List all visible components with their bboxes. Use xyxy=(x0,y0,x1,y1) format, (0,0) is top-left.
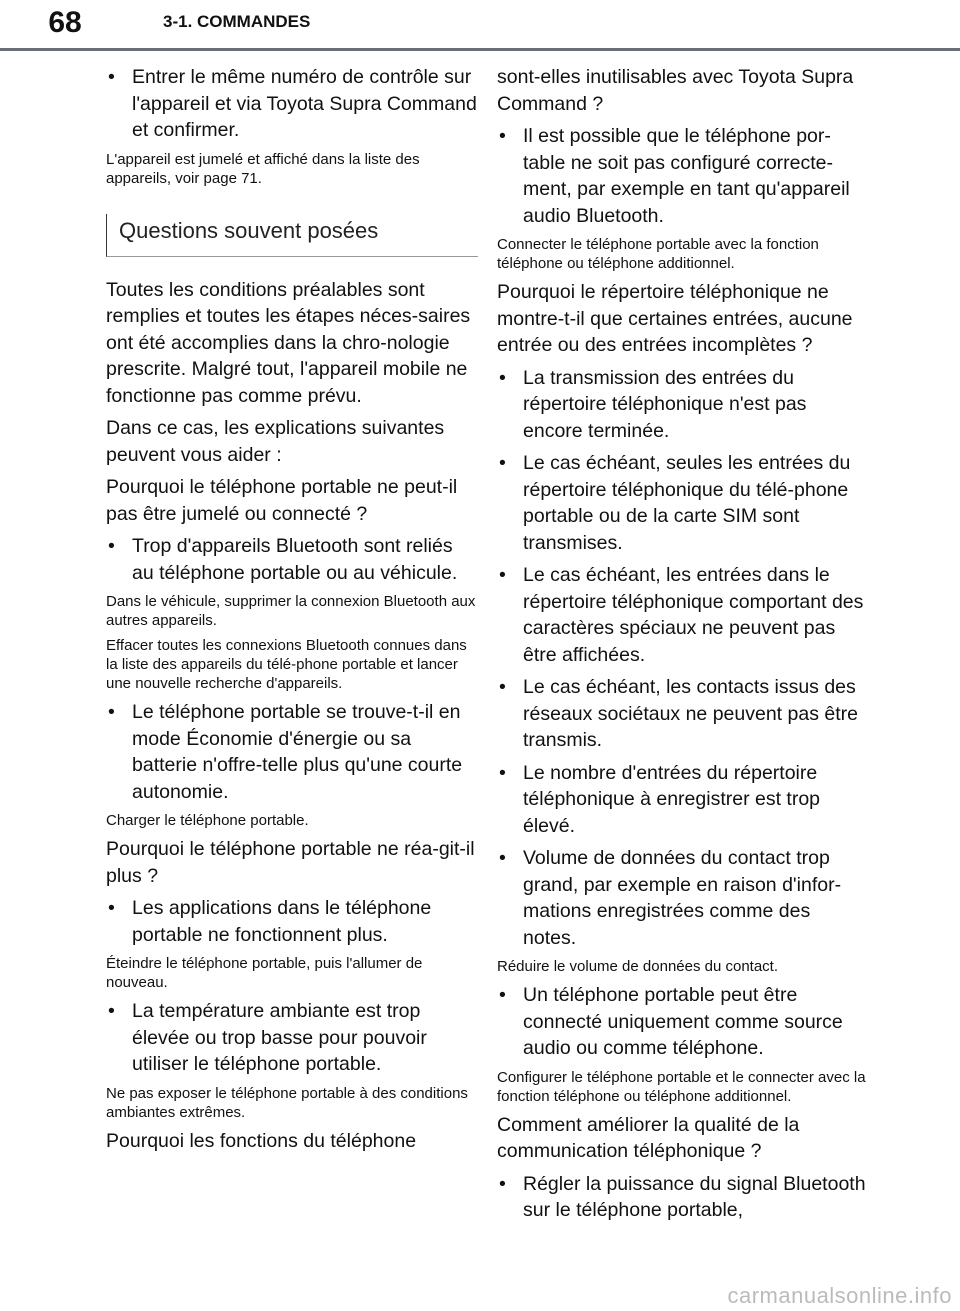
note-reduce-contact: Réduire le volume de données du contact. xyxy=(497,958,779,975)
note-charge-phone: Charger le téléphone portable. xyxy=(106,812,309,829)
bullet-contact-too-large: • Volume de données du contact trop grand, par exemple en raison d'infor-mations enregistrées comme des notes. xyxy=(497,845,867,951)
intro-paragraph: Toutes les conditions préalables sont remplies et toutes les étapes néces-saires ont été accomplies dans la chro-nologie prescrite. Malgré tout, l'appareil mobile ne fonctionne pas comme prévu. xyxy=(106,278,471,407)
faq-heading-box xyxy=(106,214,478,257)
bullet-social-contacts: • Le cas échéant, les contacts issus des réseaux sociétaux ne peuvent pas être transmis. xyxy=(497,674,867,754)
header-rule xyxy=(0,48,960,51)
question-phonebook: Pourquoi le répertoire téléphonique ne montre-t-il que certaines entrées, aucune entrée ou des entrées incomplètes ? xyxy=(497,281,853,356)
bullet-energy-saving: • Le téléphone portable se trouve-t-il en mode Économie d'énergie ou sa batterie n'offre-telle plus qu'une courte autonomie. xyxy=(106,699,478,805)
note-connect-phone: Connecter le téléphone portable avec la fonction téléphone ou téléphone additionnel. xyxy=(497,236,819,272)
bullet-apps-not-working: • Les applications dans le téléphone portable ne fonctionnent plus. xyxy=(106,895,478,948)
intro-paragraph-2: Dans ce cas, les explications suivantes peuvent vous aider : xyxy=(106,417,445,466)
bullet-special-characters: • Le cas échéant, les entrées dans le répertoire téléphonique comportant des caractères spéciaux ne peuvent pas être affichées. xyxy=(497,562,867,668)
intro-note: L'appareil est jumelé et affiché dans la liste des appareils, voir page 71. xyxy=(106,150,420,187)
bullet-audio-or-phone: • Un téléphone portable peut être connecté uniquement comme source audio ou comme téléphone. xyxy=(497,982,867,1062)
question-not-responding: Pourquoi le téléphone portable ne réa-git-il plus ? xyxy=(106,838,475,887)
faq-heading: Questions souvent posées xyxy=(119,217,379,243)
question-pairing: Pourquoi le téléphone portable ne peut-il pas être jumelé ou connecté ? xyxy=(106,476,458,525)
watermark: carmanualsonline.info xyxy=(727,1283,952,1308)
question-call-quality: Comment améliorer la qualité de la communication téléphonique ? xyxy=(497,1113,800,1162)
note-clear-connections: Effacer toutes les connexions Bluetooth connues dans la liste des appareils du télé-phone portable et lancer une nouvelle recherche d'appareils. xyxy=(106,637,467,692)
note-configure-phone: Configurer le téléphone portable et le connecter avec la fonction téléphone ou téléphone additionnel. xyxy=(497,1068,866,1105)
bullet-too-many-entries: • Le nombre d'entrées du répertoire téléphonique à enregistrer est trop élevé. xyxy=(497,760,867,840)
bullet-too-many-devices: • Trop d'appareils Bluetooth sont reliés au téléphone portable ou au véhicule. xyxy=(106,533,478,586)
page-header xyxy=(0,0,960,52)
bullet-temperature: • La température ambiante est trop élevée ou trop basse pour pouvoir utiliser le téléphone portable. xyxy=(106,998,478,1078)
note-avoid-extremes: Ne pas exposer le téléphone portable à des conditions ambiantes extrêmes. xyxy=(106,1084,468,1121)
bullet-transfer-incomplete: • La transmission des entrées du répertoire téléphonique n'est pas encore terminée. xyxy=(497,365,867,445)
page-number: 68 xyxy=(48,6,82,39)
intro-bullet: • Entrer le même numéro de contrôle sur l'appareil et via Toyota Supra Command et confirmer. xyxy=(106,64,478,144)
note-remove-connection: Dans le véhicule, supprimer la connexion Bluetooth aux autres appareils. xyxy=(106,593,476,629)
bullet-only-some-entries: • Le cas échéant, seules les entrées du répertoire téléphonique du télé-phone portable ou de la carte SIM sont transmises. xyxy=(497,450,867,556)
section-title: 3-1. COMMANDES xyxy=(163,12,311,31)
question-functions-end: sont-elles inutilisables avec Toyota Supra Command ? xyxy=(497,66,854,115)
right-column xyxy=(497,64,867,1230)
question-functions-start: Pourquoi les fonctions du téléphone xyxy=(106,1129,417,1152)
bullet-signal-strength: • Régler la puissance du signal Bluetooth sur le téléphone portable, xyxy=(497,1171,867,1224)
bullet-misconfigured: • Il est possible que le téléphone por-table ne soit pas configuré correcte-ment, par exemple en tant qu'appareil audio Bluetooth. xyxy=(497,123,867,229)
left-column xyxy=(106,64,478,1160)
note-restart-phone: Éteindre le téléphone portable, puis l'allumer de nouveau. xyxy=(106,955,423,991)
